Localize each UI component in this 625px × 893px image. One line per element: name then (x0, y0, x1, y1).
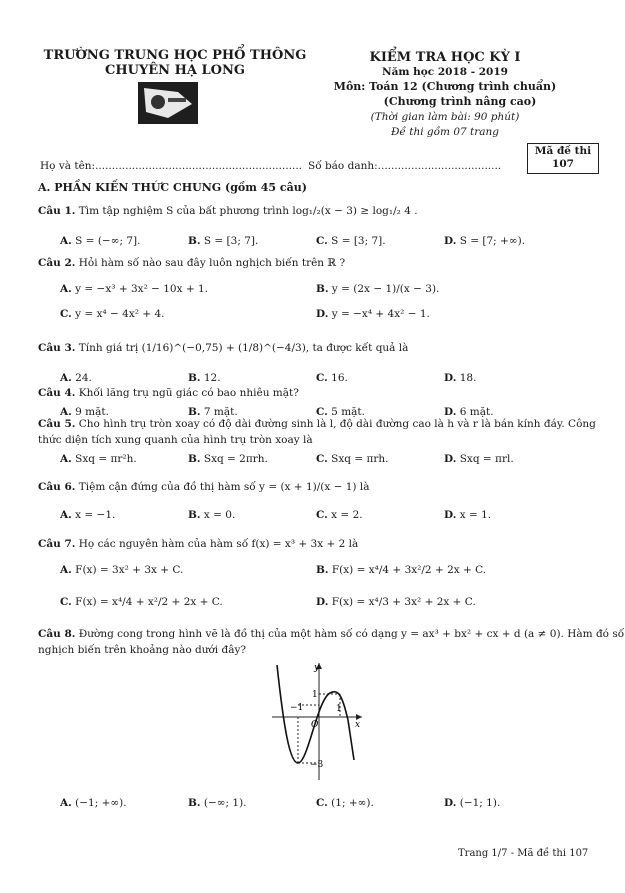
question-2 (38, 257, 345, 269)
option-value: 12. (203, 372, 221, 384)
graph-xm1-label: −1 (290, 703, 304, 713)
option-letter: C. (60, 596, 72, 608)
option-value: F(x) = x⁴/3 + 3x² + 2x + C. (331, 596, 476, 608)
answer-option-b[interactable] (316, 283, 439, 295)
question-number: Câu 5. (38, 418, 76, 430)
exam-title: KIỂM TRA HỌC KỲ I (369, 50, 521, 65)
option-value: y = (2x − 1)/(x − 3). (331, 283, 440, 295)
option-letter: B. (188, 797, 201, 809)
candidate-id-line: Số báo danh:..................................... (308, 160, 502, 172)
answer-option-a[interactable] (60, 797, 127, 809)
option-value: Sxq = πrl. (459, 453, 514, 465)
option-letter: D. (316, 308, 329, 320)
option-value: (−∞; 1). (203, 797, 247, 809)
option-letter: C. (316, 509, 328, 521)
school-name-line1: TRƯỜNG TRUNG HỌC PHỔ THÔNG (43, 48, 307, 63)
answer-option-a[interactable] (60, 564, 183, 576)
option-value: F(x) = 3x² + 3x + C. (75, 564, 184, 576)
option-value: x = 0. (203, 509, 236, 521)
option-letter: D. (444, 797, 457, 809)
subject-advanced: (Chương trình nâng cao) (383, 95, 537, 108)
answer-option-b[interactable] (316, 564, 486, 576)
option-value: y = −x³ + 3x² − 10x + 1. (75, 283, 209, 295)
option-letter: A. (60, 453, 72, 465)
answer-option-c[interactable] (316, 235, 386, 247)
question-3 (38, 342, 408, 354)
option-value: F(x) = x⁴/4 + 3x²/2 + 2x + C. (331, 564, 487, 576)
question-text-continued: thức diện tích xung quanh của hình trụ tròn xoay là (38, 434, 313, 446)
school-logo (138, 82, 198, 124)
option-value: F(x) = x⁴/4 + x²/2 + 2x + C. (75, 596, 223, 608)
option-letter: B. (316, 564, 329, 576)
answer-option-d[interactable] (444, 453, 514, 465)
answer-option-c[interactable] (316, 509, 363, 521)
answer-option-d[interactable] (444, 797, 500, 809)
graph-x1-label: 1 (336, 704, 342, 714)
option-letter: B. (188, 372, 201, 384)
graph-origin-label: O (311, 720, 319, 730)
subject: Môn: Toán 12 (Chương trình chuẩn) (333, 80, 557, 93)
answer-option-a[interactable] (60, 453, 137, 465)
answer-option-a[interactable] (60, 509, 115, 521)
option-letter: D. (444, 453, 457, 465)
option-value: S = [7; +∞). (459, 235, 526, 247)
answer-option-c[interactable] (316, 372, 348, 384)
option-letter: B. (188, 235, 201, 247)
question-1 (38, 205, 418, 217)
graph-ym3-label: −3 (310, 760, 324, 770)
answer-option-b[interactable] (188, 235, 258, 247)
option-value: 24. (75, 372, 92, 384)
option-value: 6 mặt. (459, 406, 494, 418)
option-value: 18. (459, 372, 477, 384)
question-number: Câu 6. (38, 481, 76, 493)
option-letter: D. (444, 235, 457, 247)
option-value: 5 mặt. (331, 406, 365, 418)
exam-code-box (527, 143, 599, 174)
option-letter: D. (316, 596, 329, 608)
option-letter: B. (316, 283, 329, 295)
answer-option-d[interactable] (444, 372, 476, 384)
option-letter: C. (60, 308, 72, 320)
option-letter: B. (188, 406, 201, 418)
option-value: S = [3; 7]. (203, 235, 259, 247)
question-number: Câu 8. (38, 628, 76, 640)
page-count: Đề thi gồm 07 trang (390, 126, 500, 138)
school-year: Năm học 2018 - 2019 (382, 66, 508, 78)
cubic-curve (277, 665, 354, 763)
cubic-graph (262, 660, 362, 785)
graph-x-label: x (355, 720, 361, 730)
option-value: (−1; +∞). (75, 797, 127, 809)
option-value: 16. (331, 372, 348, 384)
answer-option-a[interactable] (60, 235, 140, 247)
option-value: Sxq = πr²h. (75, 453, 137, 465)
option-value: (−1; 1). (459, 797, 501, 809)
question-8 (38, 628, 624, 640)
answer-option-d[interactable] (444, 235, 525, 247)
question-number: Câu 7. (38, 538, 76, 550)
option-letter: A. (60, 235, 72, 247)
answer-option-b[interactable] (188, 372, 221, 384)
answer-option-d[interactable] (444, 509, 491, 521)
school-name-line2: CHUYÊN HẠ LONG (105, 63, 245, 78)
question-number: Câu 1. (38, 205, 76, 217)
answer-option-a[interactable] (60, 406, 109, 418)
question-text: Hỏi hàm số nào sau đây luôn nghịch biến trên ℝ ? (78, 257, 346, 269)
question-text: Cho hình trụ tròn xoay có độ dài đường sinh là l, độ dài đường cao là h và r là bán kính đáy. Công (78, 418, 596, 430)
exam-code-label: Mã đề thi (534, 145, 592, 157)
candidate-name-line: Họ và tên:.............................................................. (40, 160, 303, 172)
option-letter: A. (60, 564, 72, 576)
option-letter: D. (444, 372, 457, 384)
answer-option-b[interactable] (188, 797, 247, 809)
option-letter: D. (444, 406, 457, 418)
question-number: Câu 2. (38, 257, 76, 269)
option-value: S = [3; 7]. (331, 235, 386, 247)
answer-option-d[interactable] (316, 308, 430, 320)
option-value: 7 mặt. (203, 406, 238, 418)
answer-option-d[interactable] (316, 596, 476, 608)
question-number: Câu 3. (38, 342, 76, 354)
exam-code-value: 107 (552, 158, 574, 170)
option-letter: A. (60, 283, 72, 295)
question-6 (38, 481, 369, 493)
answer-option-c[interactable] (60, 596, 223, 608)
option-letter: C. (316, 453, 328, 465)
question-text: Tiệm cận đứng của đồ thị hàm số y = (x + 1)/(x − 1) là (78, 481, 370, 493)
option-letter: A. (60, 509, 72, 521)
answer-option-c[interactable] (316, 453, 389, 465)
option-value: 9 mặt. (75, 406, 109, 418)
graph-y1-label: 1 (312, 690, 318, 700)
page-footer: Trang 1/7 - Mã đề thi 107 (458, 848, 589, 859)
answer-option-a[interactable] (60, 283, 208, 295)
option-letter: C. (316, 235, 328, 247)
question-text: Khối lăng trụ ngũ giác có bao nhiêu mặt? (78, 387, 299, 399)
answer-option-c[interactable] (316, 406, 365, 418)
option-letter: D. (444, 509, 457, 521)
graph-y-label: y (314, 663, 320, 673)
option-letter: C. (316, 797, 328, 809)
question-7 (38, 538, 358, 550)
option-value: y = −x⁴ + 4x² − 1. (331, 308, 430, 320)
option-value: (1; +∞). (331, 797, 374, 809)
answer-option-a[interactable] (60, 372, 92, 384)
option-letter: B. (188, 453, 201, 465)
exam-time: (Thời gian làm bài: 90 phút) (370, 111, 520, 123)
question-text: Đường cong trong hình vẽ là đồ thị của một hàm số có dạng y = ax³ + bx² + cx + d (a ≠ 0). Hàm đó số (78, 628, 625, 640)
option-letter: C. (316, 406, 328, 418)
section-title: A. PHẦN KIẾN THỨC CHUNG (gồm 45 câu) (38, 181, 307, 194)
option-value: Sxq = πrh. (331, 453, 389, 465)
option-letter: A. (60, 406, 72, 418)
answer-option-c[interactable] (316, 797, 374, 809)
option-value: x = 1. (459, 509, 492, 521)
question-text: Họ các nguyên hàm của hàm số f(x) = x³ + 3x + 2 là (78, 538, 359, 550)
question-4 (38, 387, 299, 399)
option-value: S = (−∞; 7]. (75, 235, 141, 247)
question-text: Tìm tập nghiệm S của bất phương trình log₁/₂(x − 3) ≥ log₁/₂ 4 . (78, 205, 418, 217)
option-letter: C. (316, 372, 328, 384)
option-letter: A. (60, 797, 72, 809)
question-number: Câu 4. (38, 387, 76, 399)
option-value: x = 2. (331, 509, 363, 521)
option-letter: A. (60, 372, 72, 384)
question-text: Tính giá trị (1/16)^(−0,75) + (1/8)^(−4/3), ta được kết quả là (78, 342, 409, 354)
option-letter: B. (188, 509, 201, 521)
option-value: y = x⁴ − 4x² + 4. (75, 308, 165, 320)
answer-option-b[interactable] (188, 509, 235, 521)
question-5 (38, 418, 596, 430)
option-value: Sxq = 2πrh. (203, 453, 268, 465)
answer-option-b[interactable] (188, 453, 268, 465)
option-value: x = −1. (75, 509, 116, 521)
answer-option-c[interactable] (60, 308, 164, 320)
answer-option-b[interactable] (188, 406, 238, 418)
answer-option-d[interactable] (444, 406, 494, 418)
question-text-continued: nghịch biến trên khoảng nào dưới đây? (38, 644, 247, 656)
